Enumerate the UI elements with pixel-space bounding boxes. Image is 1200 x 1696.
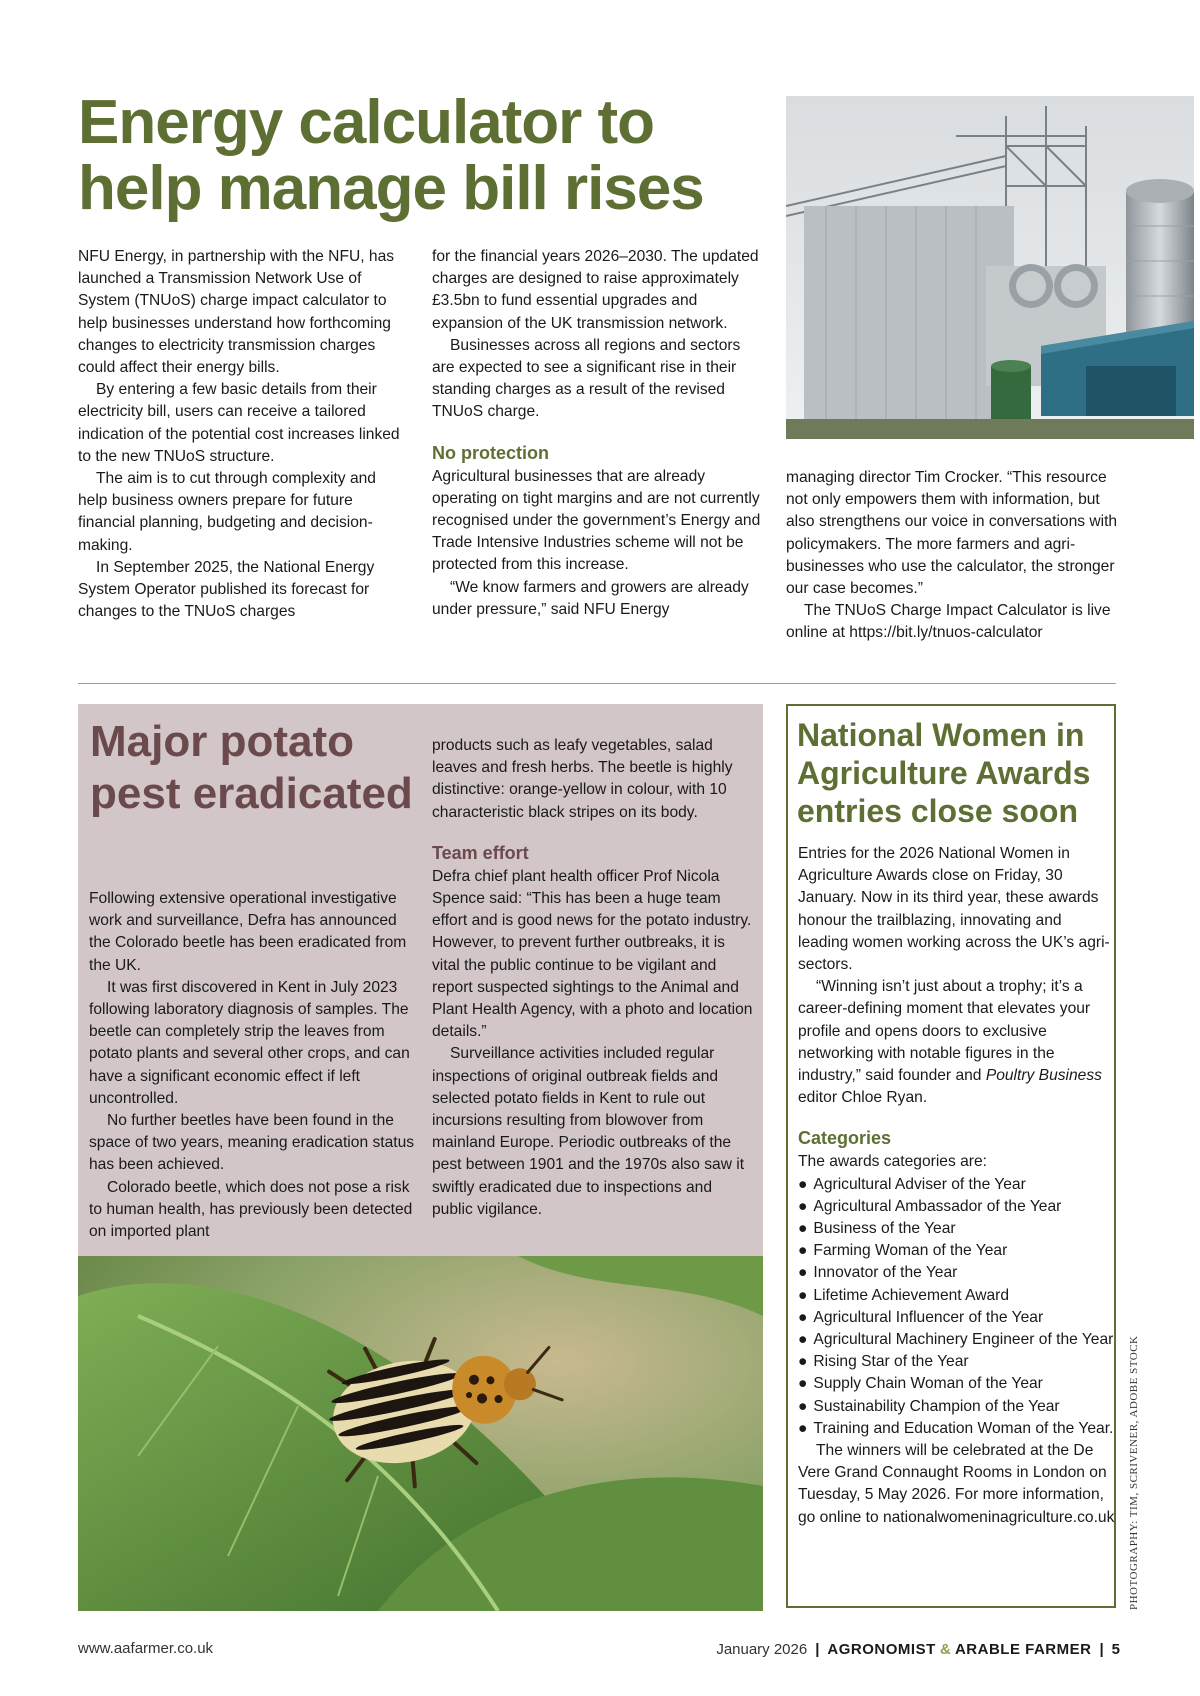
energy-column-2 [432, 246, 767, 621]
quote-text: “Winning isn’t just about a trophy; it’s a career-defining moment that elevates your profile and opens doors to exclusive networking with notable figures in the industry,” said founder and [798, 978, 1091, 1085]
awards-headline: National Women in Agriculture Awards entries close soon [797, 717, 1091, 829]
list-item: ● Agricultural Ambassador of the Year [798, 1196, 1116, 1218]
colorado-beetle-photo [78, 1256, 763, 1611]
list-item: ● Agricultural Machinery Engineer of the Year [798, 1329, 1116, 1351]
list-item: ● Innovator of the Year [798, 1262, 1116, 1284]
subhead-no-protection: No protection [432, 442, 549, 463]
quote-text: editor Chloe Ryan. [798, 1089, 928, 1107]
categories-intro: The awards categories are: [798, 1153, 987, 1171]
paragraph: Entries for the 2026 National Women in Agriculture Awards close on Friday, 30 January. Now in its third year, these awards honour the trailblazing, innovating and leading women working across the UK’s agri-sectors. [798, 845, 1110, 974]
paragraph: The TNUoS Charge Impact Calculator is live online at https://bit.ly/tnuos-calculator [786, 602, 1111, 642]
paragraph: for the financial years 2026–2030. The updated charges are designed to raise approximately £3.5bn to fund essential upgrades and expansion of the UK transmission network. [432, 248, 759, 332]
paragraph: Agricultural businesses that are already operating on tight margins and are not currently recognised under the government’s Energy and Trade Intensive Industries scheme will not be protected from this increase. [432, 467, 761, 574]
awards-body [798, 843, 1116, 1529]
list-item: ● Supply Chain Woman of the Year [798, 1373, 1116, 1395]
paragraph: Defra chief plant health officer Prof Nicola Spence said: “This has been a huge team effort and is good news for the potato industry. However, to prevent further outbreaks, it is vital the public continue to be vigilant and report suspected sightings to the Animal and Plant Health Agency, with a photo and location details.” [432, 867, 753, 1041]
potato-headline: Major potato pest eradicated [90, 717, 413, 818]
potato-column-1 [89, 888, 419, 1243]
paragraph: Following extensive operational investigative work and surveillance, Defra has announced the Colorado beetle has been eradicated from the UK. [89, 890, 407, 974]
paragraph: NFU Energy, in partnership with the NFU, has launched a Transmission Network Use of System (TNUoS) charge impact calculator to help businesses understand how forthcoming changes to electricity transmission charges could affect their energy bills. [78, 248, 395, 377]
paragraph: products such as leafy vegetables, salad leaves and fresh herbs. The beetle is highly distinctive: orange-yellow in colour, with 10 characteristic black stripes on its body. [432, 737, 733, 821]
energy-column-3 [786, 467, 1126, 645]
section-divider [78, 683, 1116, 684]
magazine-name: AGRONOMIST [827, 1641, 936, 1658]
paragraph: It was first discovered in Kent in July 2023 following laboratory diagnosis of samples. The beetle can completely strip the leaves from potato plants and several other crops, and can have a significant economic effect if left uncontrolled. [89, 978, 410, 1107]
paragraph: The winners will be celebrated at the De Vere Grand Connaught Rooms in London on Tuesday, 5 May 2026. For more information, go online to nationalwomeninagriculture.co.uk [798, 1442, 1115, 1526]
paragraph: No further beetles have been found in the space of two years, meaning eradication status has been achieved. [89, 1112, 415, 1174]
paragraph: managing director Tim Crocker. “This resource not only empowers them with information, but also strengthens our voice in conversations with policymakers. The more farmers and agri-businesses who use the calculator, the stronger our case becomes.” [786, 469, 1118, 598]
page-number: 5 [1111, 1641, 1120, 1658]
subhead-team-effort: Team effort [432, 842, 529, 863]
grain-dryer-photo [786, 96, 1194, 439]
paragraph: Colorado beetle, which does not pose a risk to human health, has previously been detected on imported plant [89, 1178, 413, 1241]
categories-list [798, 1174, 1116, 1440]
footer-date: January 2026 [716, 1641, 808, 1658]
list-item: ● Farming Woman of the Year [798, 1240, 1116, 1262]
magazine-name: ARABLE FARMER [954, 1641, 1092, 1658]
paragraph: The aim is to cut through complexity and help business owners prepare for future financial planning, budgeting and decision-making. [78, 470, 376, 554]
list-item: ● Training and Education Woman of the Year. [798, 1418, 1116, 1440]
paragraph: By entering a few basic details from their electricity bill, users can receive a tailored indication of the potential cost increases linked to the new TNUoS structure. [78, 381, 400, 465]
footer-url[interactable]: www.aafarmer.co.uk [78, 1640, 214, 1657]
subhead-categories: Categories [798, 1128, 892, 1149]
paragraph [798, 976, 1116, 1109]
paragraph: Surveillance activities included regular inspections of original outbreak fields and selected potato fields in Kent to rule out incursions resulting from blowover from mainland Europe. Periodic outbreaks of the pest between 1901 and the 1970s also saw it swiftly eradicated due to inspections and public vigilance. [432, 1045, 745, 1218]
potato-column-2 [432, 735, 757, 1221]
list-item: ● Agricultural Adviser of the Year [798, 1174, 1116, 1196]
publication-name: Poultry Business [985, 1067, 1102, 1085]
paragraph: “We know farmers and growers are already under pressure,” said NFU Energy [432, 578, 749, 618]
list-item: ● Rising Star of the Year [798, 1351, 1116, 1373]
list-item: ● Agricultural Influencer of the Year [798, 1307, 1116, 1329]
paragraph: In September 2025, the National Energy System Operator published its forecast for changes to the TNUoS charges [78, 558, 375, 621]
list-item: ● Lifetime Achievement Award [798, 1285, 1116, 1307]
list-item: ● Sustainability Champion of the Year [798, 1396, 1116, 1418]
photo-credit: PHOTOGRAPHY: TIM, SCRIVENER, ADOBE STOCK [1128, 1335, 1140, 1610]
list-item: ● Business of the Year [798, 1218, 1116, 1240]
energy-column-1 [78, 246, 408, 623]
ampersand: & [939, 1641, 951, 1658]
footer-masthead: January 2026 | AGRONOMIST & ARABLE FARMER | 5 [716, 1641, 1120, 1658]
energy-headline: Energy calculator to help manage bill rises [78, 88, 704, 223]
paragraph: Businesses across all regions and sectors are expected to see a significant rise in their standing charges as a result of the revised TNUoS charge. [432, 336, 741, 421]
